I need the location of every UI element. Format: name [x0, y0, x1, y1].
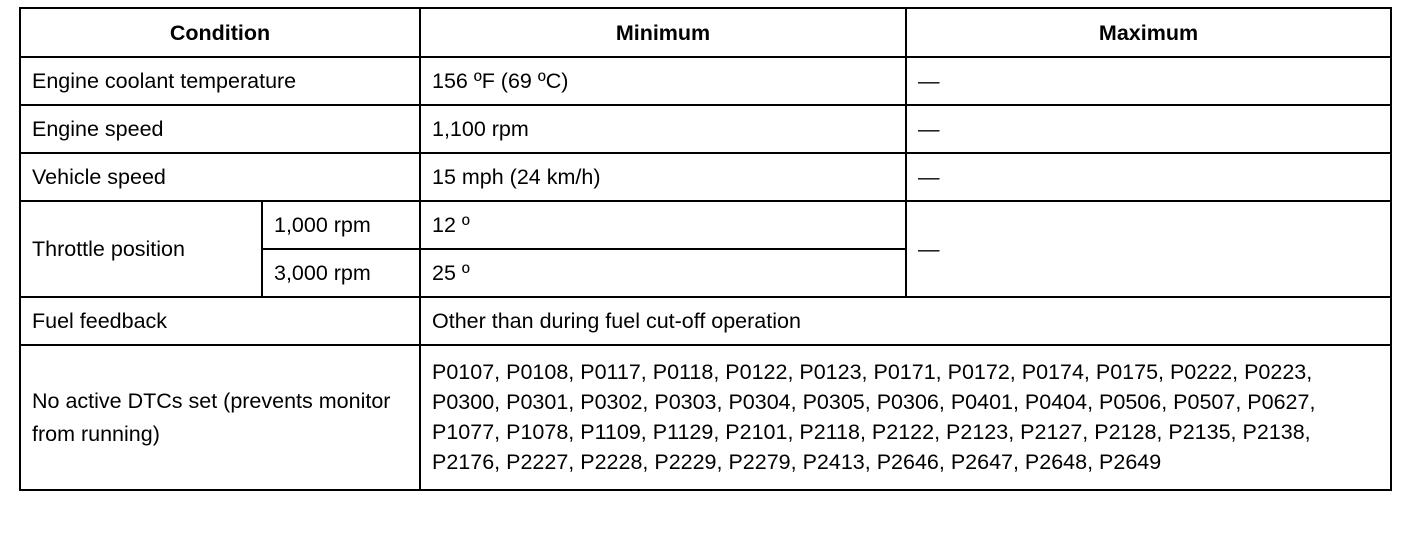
throttle-minimum-cell: 12 º: [420, 201, 906, 249]
maximum-cell: —: [906, 153, 1391, 201]
condition-cell: Vehicle speed: [20, 153, 420, 201]
maximum-cell: —: [906, 57, 1391, 105]
table-row-throttle-1000: [20, 201, 1391, 249]
throttle-rpm-cell: 1,000 rpm: [262, 201, 420, 249]
throttle-rpm-cell: 3,000 rpm: [262, 249, 420, 297]
throttle-minimum-cell: 25 º: [420, 249, 906, 297]
header-row: [20, 8, 1391, 57]
minimum-cell: 15 mph (24 km/h): [420, 153, 906, 201]
fuel-feedback-value-cell: Other than during fuel cut-off operation: [420, 297, 1391, 345]
header-minimum: Minimum: [420, 8, 906, 57]
dtc-condition-cell: No active DTCs set (prevents monitor from running): [20, 345, 420, 490]
fuel-feedback-condition-cell: Fuel feedback: [20, 297, 420, 345]
condition-cell: Engine coolant temperature: [20, 57, 420, 105]
minimum-cell: 1,100 rpm: [420, 105, 906, 153]
minimum-cell: 156 ºF (69 ºC): [420, 57, 906, 105]
dtc-list-cell: P0107, P0108, P0117, P0118, P0122, P0123, P0171, P0172, P0174, P0175, P0222, P0223, P0300, P0301, P0302, P0303, P0304, P0305, P0306, P0401, P0404, P0506, P0507, P0627, P1077, P1078, P1109, P1129, P2101, P2118, P2122, P2123, P2127, P2128, P2135, P2138, P2176, P2227, P2228, P2229, P2279, P2413, P2646, P2647, P2648, P2649: [420, 345, 1391, 490]
throttle-maximum-cell: —: [906, 201, 1391, 297]
condition-cell: Engine speed: [20, 105, 420, 153]
throttle-condition-cell: Throttle position: [20, 201, 262, 297]
header-maximum: Maximum: [906, 8, 1391, 57]
table-row-fuel-feedback: [20, 297, 1391, 345]
table-row: [20, 57, 1391, 105]
header-condition: Condition: [20, 8, 420, 57]
monitor-conditions-table: [19, 7, 1392, 491]
table-row: [20, 105, 1391, 153]
table-row: [20, 153, 1391, 201]
table-row-dtc: [20, 345, 1391, 490]
maximum-cell: —: [906, 105, 1391, 153]
